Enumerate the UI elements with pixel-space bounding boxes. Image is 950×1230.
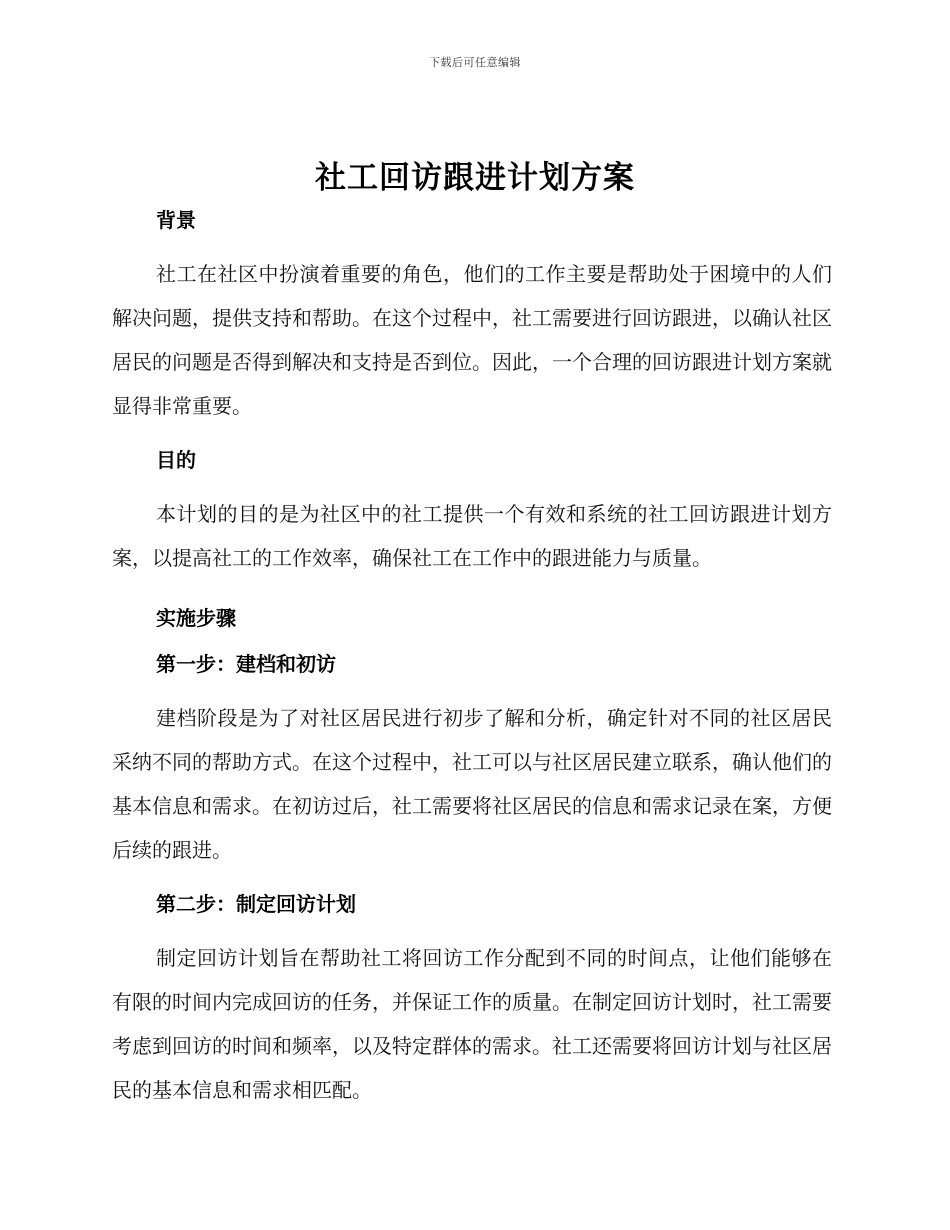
paragraph-purpose: 本计划的目的是为社区中的社工提供一个有效和系统的社工回访跟进计划方案，以提高社工的工作效率，确保社工在工作中的跟进能力与质量。 <box>112 502 832 570</box>
document-body <box>112 200 832 1124</box>
section-heading-purpose: 目的 <box>156 448 196 472</box>
section-heading-steps: 实施步骤 <box>156 606 236 630</box>
step1-heading: 第一步：建档和初访 <box>156 652 336 676</box>
document-title: 社工回访跟进计划方案 <box>315 160 635 196</box>
section-heading-background: 背景 <box>156 208 196 232</box>
step2-heading: 第二步：制定回访计划 <box>156 892 356 916</box>
paragraph-background: 社工在社区中扮演着重要的角色，他们的工作主要是帮助处于困境中的人们解决问题，提供支持和帮助。在这个过程中，社工需要进行回访跟进，以确认社区居民的问题是否得到解决和支持是否到位。因此，一个合理的回访跟进计划方案就显得非常重要。 <box>112 262 832 418</box>
paragraph-step1: 建档阶段是为了对社区居民进行初步了解和分析，确定针对不同的社区居民采纳不同的帮助方式。在这个过程中，社工可以与社区居民建立联系，确认他们的基本信息和需求。在初访过后，社工需要将社区居民的信息和需求记录在案，方便后续的跟进。 <box>112 706 832 862</box>
paragraph-step2: 制定回访计划旨在帮助社工将回访工作分配到不同的时间点，让他们能够在有限的时间内完成回访的任务，并保证工作的质量。在制定回访计划时，社工需要考虑到回访的时间和频率，以及特定群体的需求。社工还需要将回访计划与社区居民的基本信息和需求相匹配。 <box>112 946 832 1102</box>
page-header-note: 下载后可任意编辑 <box>429 56 521 69</box>
